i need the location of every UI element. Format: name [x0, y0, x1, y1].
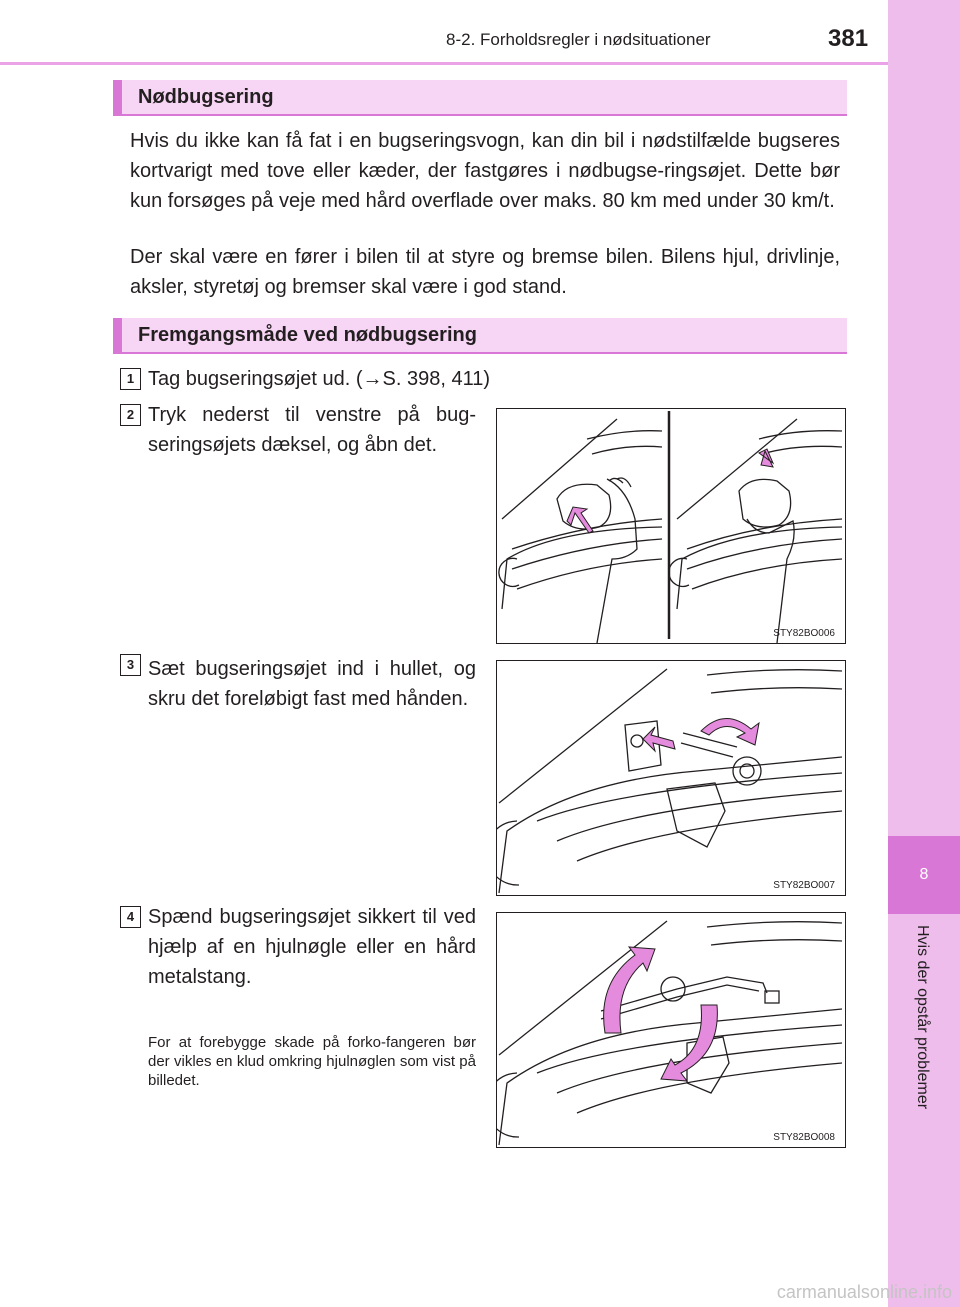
chapter-number: 8: [888, 836, 960, 914]
section-heading-procedure: [113, 318, 847, 354]
figure-open-cover: [496, 408, 846, 644]
step-text-1: Tag bugseringsøjet ud. (→S. 398, 411): [148, 368, 491, 390]
figure-code: STY82BO007: [773, 880, 835, 891]
section-heading-text: Nødbugsering: [138, 86, 274, 108]
illustration-tighten-eye: [497, 913, 845, 1147]
chapter-title: Hvis der opstår problemer: [914, 925, 931, 1110]
section-heading-nodbugsering: [113, 80, 847, 116]
watermark: carmanualsonline.info: [776, 1282, 952, 1302]
step-number-3: 3: [120, 654, 141, 676]
header-divider: [0, 62, 888, 65]
section-heading-text: Fremgangsmåde ved nødbugsering: [138, 324, 477, 346]
step-number-1: 1: [120, 368, 141, 390]
figure-tighten-eye: [496, 912, 846, 1148]
step-number-2: 2: [120, 404, 141, 426]
illustration-insert-eye: [497, 661, 845, 895]
figure-insert-eye: [496, 660, 846, 896]
requirements-paragraph: Der skal være en fører i bilen til at styre og bremse bilen. Bilens hjul, drivlinje, aksler, styretøj og bremser skal være i god stand.: [130, 246, 840, 298]
step-text-2: Tryk nederst til venstre på bug-seringsøjets dæksel, og åbn det.: [148, 404, 476, 456]
running-header: 8-2. Forholdsregler i nødsituationer: [446, 30, 711, 49]
step-note-4: For at forebygge skade på forko-fangeren bør der vikles en klud omkring hjulnøglen som vist på billedet.: [148, 1034, 476, 1089]
intro-paragraph: Hvis du ikke kan få fat i en bugseringsvogn, kan din bil i nødstilfælde bugseres kortvarigt med tove eller kæder, der fastgøres i nødbugse-ringsøjet. Dette bør kun forsøges på veje med hård overflade over maks. 80 km med under 30 km/t.: [130, 130, 840, 212]
step-text-3: Sæt bugseringsøjet ind i hullet, og skru det foreløbigt fast med hånden.: [148, 658, 476, 710]
figure-code: STY82BO006: [773, 628, 835, 639]
step-number-4: 4: [120, 906, 141, 928]
illustration-open-cover: [497, 409, 845, 643]
step-text-4: Spænd bugseringsøjet sikkert til ved hjælp af en hjulnøgle eller en hård metalstang.: [148, 906, 476, 988]
page-number: 381: [828, 25, 869, 52]
figure-code: STY82BO008: [773, 1132, 835, 1143]
